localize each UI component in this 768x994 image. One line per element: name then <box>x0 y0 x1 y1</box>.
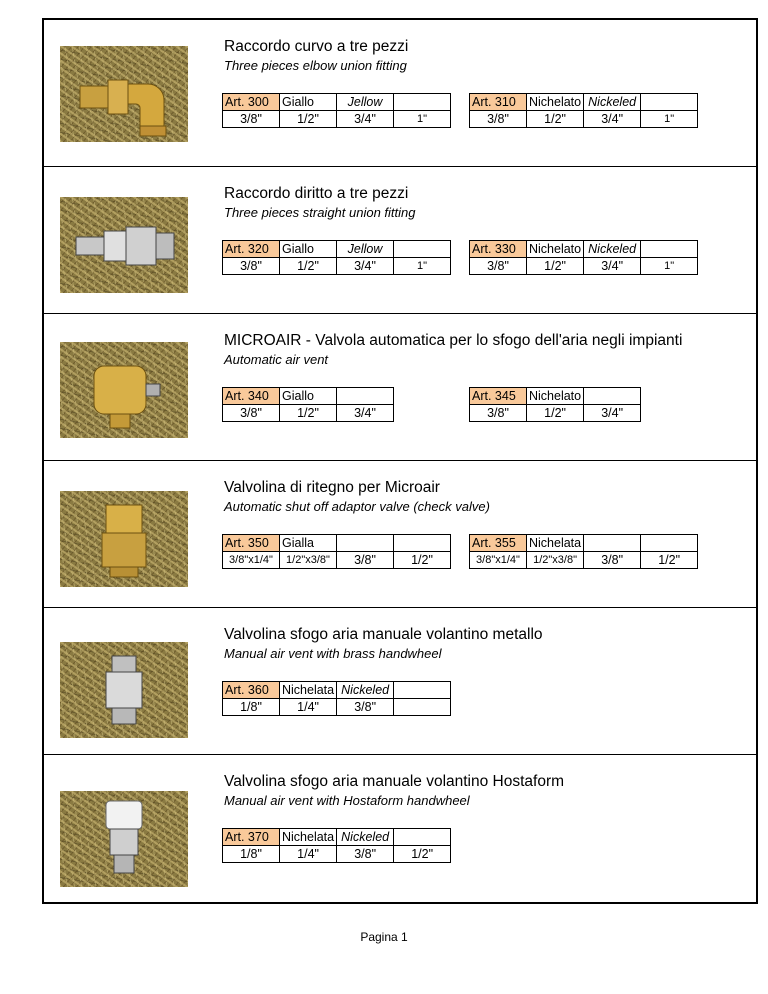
product-subtitle: Manual air vent with brass handwheel <box>224 646 442 661</box>
finish-label-en: Nickeled <box>584 94 641 111</box>
article-number: Art. 345 <box>470 388 527 405</box>
size-cell: 3/8" <box>337 552 394 569</box>
finish-label: Nichelato <box>527 388 584 405</box>
size-cell: 1" <box>394 111 451 128</box>
product-title: Raccordo curvo a tre pezzi <box>224 38 409 55</box>
size-cell: 3/4" <box>337 405 394 422</box>
product-subtitle: Automatic air vent <box>224 352 329 367</box>
finish-label: Gialla <box>280 535 337 552</box>
product-photo-manual-vent-hostaform <box>60 791 188 887</box>
size-cell: 1/2"x3/8" <box>280 552 337 569</box>
size-cell: 1/8" <box>223 699 280 716</box>
article-number: Art. 320 <box>223 241 280 258</box>
size-cell: 1/2" <box>280 405 337 422</box>
product-subtitle: Manual air vent with Hostaform handwheel <box>224 793 470 808</box>
size-cell: 3/8" <box>223 258 280 275</box>
product-subtitle: Three pieces elbow union fitting <box>224 58 407 73</box>
size-cell: 3/8"x1/4" <box>223 552 280 569</box>
product-title: Raccordo diritto a tre pezzi <box>224 185 409 202</box>
article-number: Art. 310 <box>470 94 527 111</box>
finish-label: Nichelata <box>280 682 337 699</box>
product-photo-elbow-union <box>60 46 188 142</box>
finish-label: Giallo <box>280 241 337 258</box>
size-cell: 3/4" <box>337 258 394 275</box>
product-subtitle: Automatic shut off adaptor valve (check valve) <box>224 499 490 514</box>
product-section-manual-vent-brass <box>44 608 756 755</box>
size-cell: 1/4" <box>280 699 337 716</box>
product-photo-check-valve <box>60 491 188 587</box>
size-cell: 3/8" <box>337 846 394 863</box>
size-cell: 1/2" <box>527 111 584 128</box>
product-section-check-valve <box>44 461 756 608</box>
finish-label-en: Nickeled <box>337 829 394 846</box>
article-number: Art. 330 <box>470 241 527 258</box>
product-title: Valvolina di ritegno per Microair <box>224 479 440 496</box>
product-photo-straight-union <box>60 197 188 293</box>
product-title: Valvolina sfogo aria manuale volantino metallo <box>224 626 543 643</box>
finish-label: Nichelata <box>280 829 337 846</box>
size-cell: 1/4" <box>280 846 337 863</box>
size-cell: 1/8" <box>223 846 280 863</box>
article-number: Art. 350 <box>223 535 280 552</box>
size-cell: 3/8" <box>223 405 280 422</box>
finish-label-en: Jellow <box>337 241 394 258</box>
size-cell: 3/8"x1/4" <box>470 552 527 569</box>
product-section-straight-union <box>44 167 756 314</box>
spec-table-art-340 <box>222 387 394 422</box>
size-cell: 1" <box>394 258 451 275</box>
size-cell: 3/8" <box>470 111 527 128</box>
size-cell: 3/8" <box>584 552 641 569</box>
finish-label: Nichelato <box>527 241 584 258</box>
product-section-elbow-union <box>44 20 756 167</box>
page-number: Pagina 1 <box>360 930 408 944</box>
size-cell: 1/2" <box>394 552 451 569</box>
spec-table-art-370 <box>222 828 451 863</box>
spec-table-art-350 <box>222 534 451 569</box>
finish-label-en: Nickeled <box>337 682 394 699</box>
product-subtitle: Three pieces straight union fitting <box>224 205 416 220</box>
product-section-manual-vent-hostaform <box>44 755 756 902</box>
size-cell: 3/8" <box>470 258 527 275</box>
product-title: Valvolina sfogo aria manuale volantino Hostaform <box>224 773 565 790</box>
size-cell: 3/4" <box>584 258 641 275</box>
finish-label-en: Nickeled <box>584 241 641 258</box>
size-cell: 1" <box>641 111 698 128</box>
size-cell: 3/4" <box>337 111 394 128</box>
product-section-microair <box>44 314 756 461</box>
spec-table-art-330 <box>469 240 698 275</box>
size-cell: 1/2" <box>394 846 451 863</box>
article-number: Art. 360 <box>223 682 280 699</box>
size-cell: 3/8" <box>470 405 527 422</box>
product-photo-microair <box>60 342 188 438</box>
article-number: Art. 370 <box>223 829 280 846</box>
article-number: Art. 300 <box>223 94 280 111</box>
spec-table-art-300 <box>222 93 451 128</box>
size-cell: 1/2" <box>280 258 337 275</box>
size-cell: 1" <box>641 258 698 275</box>
size-cell: 1/2" <box>527 258 584 275</box>
article-number: Art. 340 <box>223 388 280 405</box>
article-number: Art. 355 <box>470 535 527 552</box>
size-cell: 1/2" <box>527 405 584 422</box>
finish-label: Giallo <box>280 94 337 111</box>
size-cell: 3/4" <box>584 405 641 422</box>
size-cell: 3/8" <box>223 111 280 128</box>
finish-label: Nichelata <box>527 535 584 552</box>
product-photo-manual-vent-brass <box>60 642 188 738</box>
spec-table-art-345 <box>469 387 641 422</box>
catalog-frame <box>42 18 758 904</box>
finish-label: Nichelato <box>527 94 584 111</box>
finish-label: Giallo <box>280 388 337 405</box>
finish-label-en: Jellow <box>337 94 394 111</box>
size-cell: 3/4" <box>584 111 641 128</box>
spec-table-art-310 <box>469 93 698 128</box>
spec-table-art-320 <box>222 240 451 275</box>
size-cell: 1/2"x3/8" <box>527 552 584 569</box>
size-cell: 3/8" <box>337 699 394 716</box>
spec-table-art-360 <box>222 681 451 716</box>
spec-table-art-355 <box>469 534 698 569</box>
size-cell: 1/2" <box>641 552 698 569</box>
size-cell: 1/2" <box>280 111 337 128</box>
product-title: MICROAIR - Valvola automatica per lo sfogo dell'aria negli impianti <box>224 332 683 349</box>
